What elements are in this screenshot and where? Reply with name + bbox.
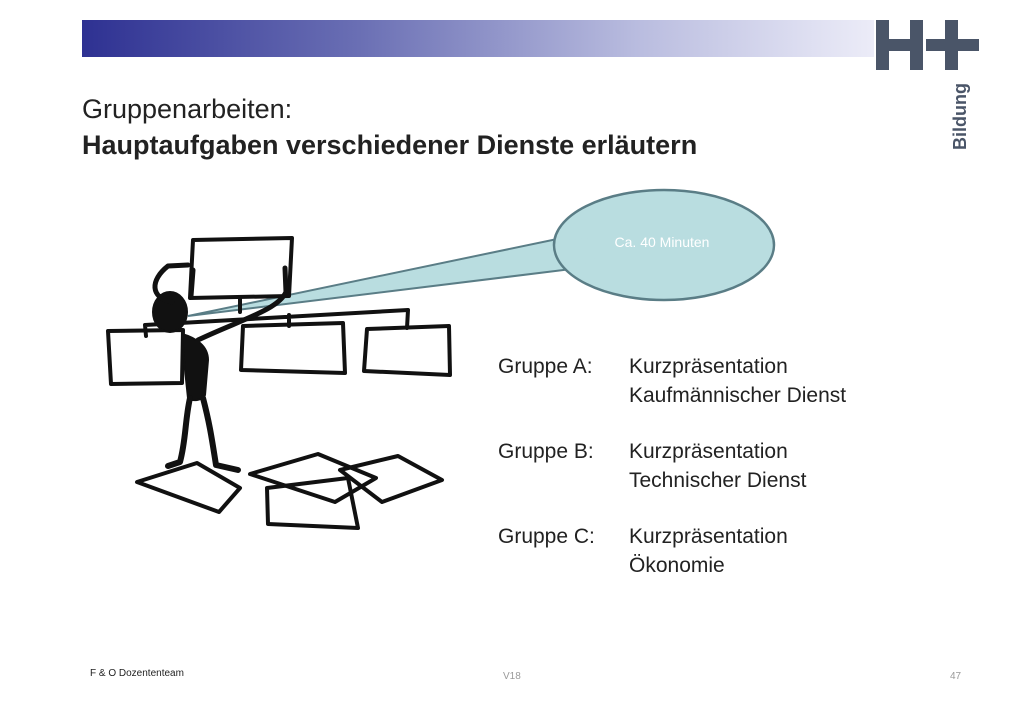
footer-author: F & O Dozententeam <box>90 668 184 679</box>
speech-bubble-tail <box>188 238 580 316</box>
group-item <box>498 352 846 410</box>
group-label: Gruppe B: <box>498 440 594 463</box>
group-label: Gruppe C: <box>498 525 595 548</box>
org-chart-box-right <box>364 326 450 375</box>
group-label: Gruppe A: <box>498 355 593 378</box>
group-assignment-list <box>498 352 846 607</box>
paper-sheet-3 <box>267 478 358 528</box>
group-task: Kurzpräsentation <box>629 440 788 463</box>
group-item <box>498 437 846 495</box>
org-chart-box-middle <box>241 323 345 373</box>
footer-page-number: 47 <box>950 671 962 682</box>
footer-version: V18 <box>503 671 521 682</box>
group-item <box>498 522 846 580</box>
org-chart-top-box <box>190 238 292 298</box>
group-task: Kurzpräsentation <box>629 355 788 378</box>
logo-text: Bildung <box>950 83 970 150</box>
bubble-duration-text: Ca. 40 Minuten <box>614 234 710 250</box>
group-task: Kurzpräsentation <box>629 525 788 548</box>
paper-sheet-1 <box>137 463 240 512</box>
group-department: Ökonomie <box>629 554 725 577</box>
page-title-line1: Gruppenarbeiten: <box>82 94 293 124</box>
group-department: Kaufmännischer Dienst <box>629 384 847 407</box>
paper-sheet-4 <box>340 456 442 502</box>
group-department: Technischer Dienst <box>629 469 807 492</box>
page-title-line2: Hauptaufgaben verschiedener Dienste erläutern <box>82 130 698 160</box>
org-chart-box-left <box>108 330 183 384</box>
